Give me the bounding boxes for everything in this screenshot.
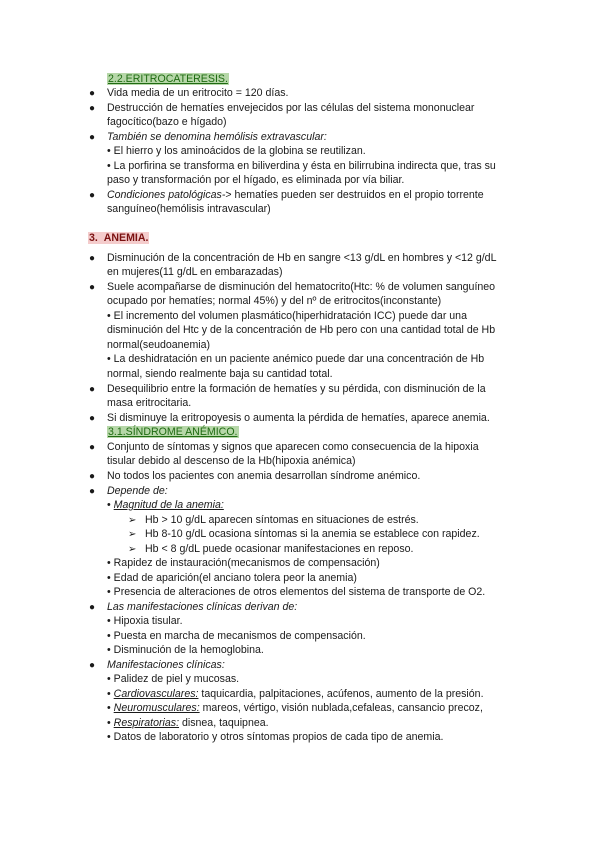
text-line: • Disminución de la hemoglobina. bbox=[107, 644, 264, 656]
text-line: tisular debido al descenso de la Hb(hipoxia anémica) bbox=[107, 455, 356, 467]
text-line: • Presencia de alteraciones de otros elementos del sistema de transporte de O2. bbox=[107, 586, 486, 598]
bullet-icon: ● bbox=[89, 602, 96, 613]
bullet-icon: ● bbox=[89, 282, 96, 293]
text-line: sanguíneo(hemólisis intravascular) bbox=[107, 203, 271, 215]
text-line: ocupado por hematíes; normal 45%) y del nº de eritrocitos(inconstante) bbox=[107, 295, 442, 307]
text-line: • Neuromusculares: mareos, vértigo, visión nublada,cefaleas, cansancio precoz, bbox=[107, 702, 483, 714]
text-line: • Cardiovasculares: taquicardia, palpitaciones, acúfenos, aumento de la presión. bbox=[107, 688, 484, 700]
text-line: fagocítico(bazo e hígado) bbox=[107, 116, 227, 128]
section-heading-anemia: 3. ANEMIA. bbox=[89, 232, 149, 244]
bullet-icon: ● bbox=[89, 190, 96, 201]
arrow-bullet-icon: ➢ bbox=[128, 544, 137, 555]
bullet-icon: ● bbox=[89, 471, 96, 482]
text-line: • Palidez de piel y mucosas. bbox=[107, 673, 240, 685]
text-line: Destrucción de hematíes envejecidos por las células del sistema mononuclear bbox=[107, 102, 475, 114]
bullet-icon: ● bbox=[89, 442, 96, 453]
text-line: Suele acompañarse de disminución del hematocrito(Htc: % de volumen sanguíneo bbox=[107, 281, 496, 293]
text-line: • Puesta en marcha de mecanismos de compensación. bbox=[107, 630, 366, 642]
arrow-bullet-icon: ➢ bbox=[128, 515, 137, 526]
text-line: • Edad de aparición(el anciano tolera peor la anemia) bbox=[107, 572, 357, 584]
text-line: Desequilibrio entre la formación de hematíes y su pérdida, con disminución de la bbox=[107, 383, 486, 395]
bullet-icon: ● bbox=[89, 486, 96, 497]
text-line: Manifestaciones clínicas: bbox=[107, 659, 225, 671]
text-line: • El incremento del volumen plasmático(hiperhidratación ICC) puede dar una bbox=[107, 310, 467, 322]
text-line: normal, siendo realmente baja su cantidad total. bbox=[107, 368, 333, 380]
text-line: También se denomina hemólisis extravascular: bbox=[107, 131, 327, 143]
bullet-icon: ● bbox=[89, 132, 96, 143]
text-line: Depende de: bbox=[107, 485, 168, 497]
text-line: normal(seudoanemia) bbox=[107, 339, 211, 351]
bullet-icon: ● bbox=[89, 660, 96, 671]
bullet-icon: ● bbox=[89, 384, 96, 395]
text-line: disminución del Htc y de la concentración de Hb pero con una cantidad total de Hb bbox=[107, 324, 496, 336]
bullet-icon: ● bbox=[89, 413, 96, 424]
text-line: • La porfirina se transforma en biliverdina y ésta en bilirrubina indirecta que, tras su bbox=[107, 160, 496, 172]
text-line: No todos los pacientes con anemia desarrollan síndrome anémico. bbox=[107, 470, 421, 482]
text-line: Hb < 8 g/dL puede ocasionar manifestaciones en reposo. bbox=[145, 543, 414, 555]
text-line: Hb 8-10 g/dL ocasiona síntomas si la anemia se establece con rapidez. bbox=[145, 528, 480, 540]
text-line: en mujeres(11 g/dL en embarazadas) bbox=[107, 266, 283, 278]
text-line: • Rapidez de instauración(mecanismos de compensación) bbox=[107, 557, 380, 569]
text-line: Hb > 10 g/dL aparecen síntomas en situaciones de estrés. bbox=[145, 514, 419, 526]
text-line: Vida media de un eritrocito = 120 días. bbox=[107, 87, 289, 99]
bullet-icon: ● bbox=[89, 103, 96, 114]
text-line: • Datos de laboratorio y otros síntomas propios de cada tipo de anemia. bbox=[107, 731, 444, 743]
text-line: • Magnitud de la anemia: bbox=[107, 499, 224, 511]
text-line: Conjunto de síntomas y signos que aparecen como consecuencia de la hipoxia bbox=[107, 441, 479, 453]
text-line: • El hierro y los aminoácidos de la globina se reutilizan. bbox=[107, 145, 366, 157]
text-line: Condiciones patológicas-> hematíes pueden ser destruidos en el propio torrente bbox=[107, 189, 484, 201]
text-line: • Respiratorias: disnea, taquipnea. bbox=[107, 717, 269, 729]
text-line: Las manifestaciones clínicas derivan de: bbox=[107, 601, 298, 613]
text-line: • Hipoxia tisular. bbox=[107, 615, 183, 627]
text-line: Si disminuye la eritropoyesis o aumenta la pérdida de hematíes, aparece anemia. bbox=[107, 412, 490, 424]
bullet-icon: ● bbox=[89, 253, 96, 264]
text-line: paso y transformación por el hígado, es eliminada por vía biliar. bbox=[107, 174, 405, 186]
section-heading-eritrocateresis: 2.2.ERITROCATERESIS. bbox=[108, 73, 228, 85]
arrow-bullet-icon: ➢ bbox=[128, 529, 137, 540]
text-line: Disminución de la concentración de Hb en sangre <13 g/dL en hombres y <12 g/dL bbox=[107, 252, 497, 264]
bullet-icon: ● bbox=[89, 88, 96, 99]
text-line: masa eritrocitaria. bbox=[107, 397, 192, 409]
section-heading-sindrome-anemico: 3.1.SÍNDROME ANÉMICO. bbox=[108, 426, 238, 438]
text-line: • La deshidratación en un paciente anémico puede dar una concentración de Hb bbox=[107, 353, 485, 365]
